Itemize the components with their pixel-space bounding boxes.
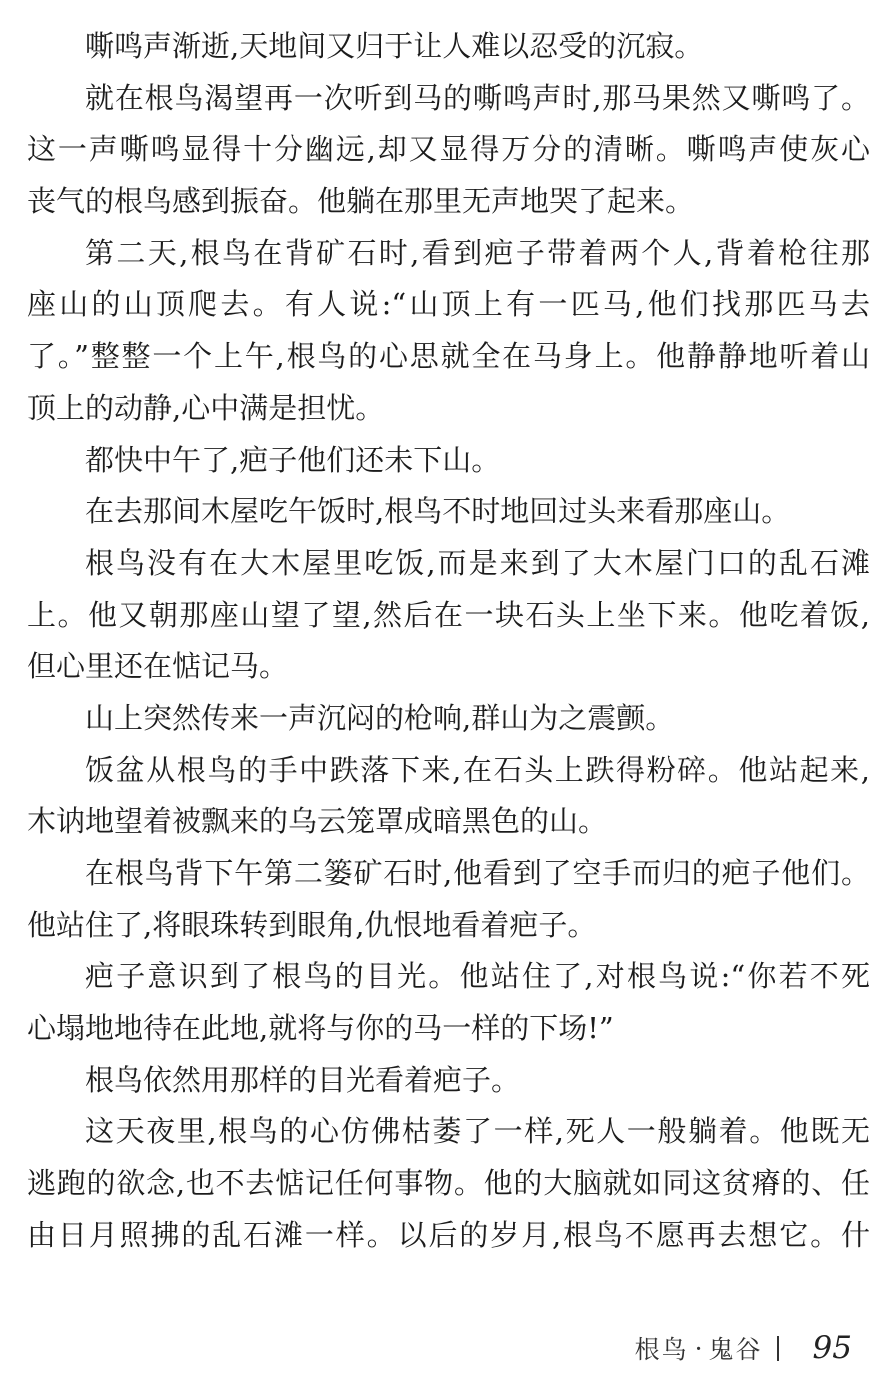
text-line: 顶上的动静,心中满是担忧。: [27, 390, 385, 425]
text-line: 根鸟依然用那样的目光看着疤子。: [85, 1062, 521, 1097]
text-line: 第二天,根鸟在背矿石时,看到疤子带着两个人,背着枪往那: [85, 235, 870, 270]
text-line: 山上突然传来一声沉闷的枪响,群山为之震颤。: [85, 700, 675, 735]
text-line: 座山的山顶爬去。有人说:“山顶上有一匹马,他们找那匹马去: [27, 287, 870, 322]
text-line: 了。”整整一个上午,根鸟的心思就全在马身上。他静静地听着山: [27, 339, 870, 374]
text-line: 都快中午了,疤子他们还未下山。: [85, 442, 501, 477]
text-line: 丧气的根鸟感到振奋。他躺在那里无声地哭了起来。: [27, 184, 695, 219]
text-line: 饭盆从根鸟的手中跌落下来,在石头上跌得粉碎。他站起来,: [85, 752, 870, 787]
footer-page-number: 95: [812, 1330, 852, 1366]
footer-separator-dot: ·: [694, 1333, 703, 1363]
text-line: 逃跑的欲念,也不去惦记任何事物。他的大脑就如同这贫瘠的、任: [27, 1166, 870, 1201]
text-line: 根鸟没有在大木屋里吃饭,而是来到了大木屋门口的乱石滩: [85, 545, 870, 580]
text-line: 由日月照拂的乱石滩一样。以后的岁月,根鸟不愿再去想它。什: [27, 1217, 870, 1252]
text-line: 心塌地地待在此地,就将与你的马一样的下场!”: [27, 1011, 614, 1046]
text-line: 他站住了,将眼珠转到眼角,仇恨地看着疤子。: [27, 907, 597, 942]
footer-divider-bar: [777, 1336, 779, 1361]
page-footer: [635, 1328, 852, 1368]
text-line: 在去那间木屋吃午饭时,根鸟不时地回过头来看那座山。: [85, 494, 791, 529]
text-line: 疤子意识到了根鸟的目光。他站住了,对根鸟说:“你若不死: [85, 959, 870, 994]
text-line: 但心里还在惦记马。: [27, 649, 289, 684]
body-text: [27, 21, 870, 1262]
text-line: 在根鸟背下午第二篓矿石时,他看到了空手而归的疤子他们。: [85, 856, 870, 890]
footer-book-title: 根鸟: [634, 1335, 689, 1364]
text-line: 这一声嘶鸣显得十分幽远,却又显得万分的清晰。嘶鸣声使灰心: [27, 132, 870, 167]
text-line: 这天夜里,根鸟的心仿佛枯萎了一样,死人一般躺着。他既无: [85, 1114, 870, 1149]
text-line: 嘶鸣声渐逝,天地间又归于让人难以忍受的沉寂。: [85, 29, 704, 63]
text-line: 就在根鸟渴望再一次听到马的嘶鸣声时,那马果然又嘶鸣了。: [85, 80, 870, 115]
text-line: 木讷地望着被飘来的乌云笼罩成暗黑色的山。: [27, 804, 608, 839]
text-line: 上。他又朝那座山望了望,然后在一块石头上坐下来。他吃着饭,: [27, 597, 870, 632]
footer-chapter-title: 鬼谷: [708, 1335, 763, 1364]
